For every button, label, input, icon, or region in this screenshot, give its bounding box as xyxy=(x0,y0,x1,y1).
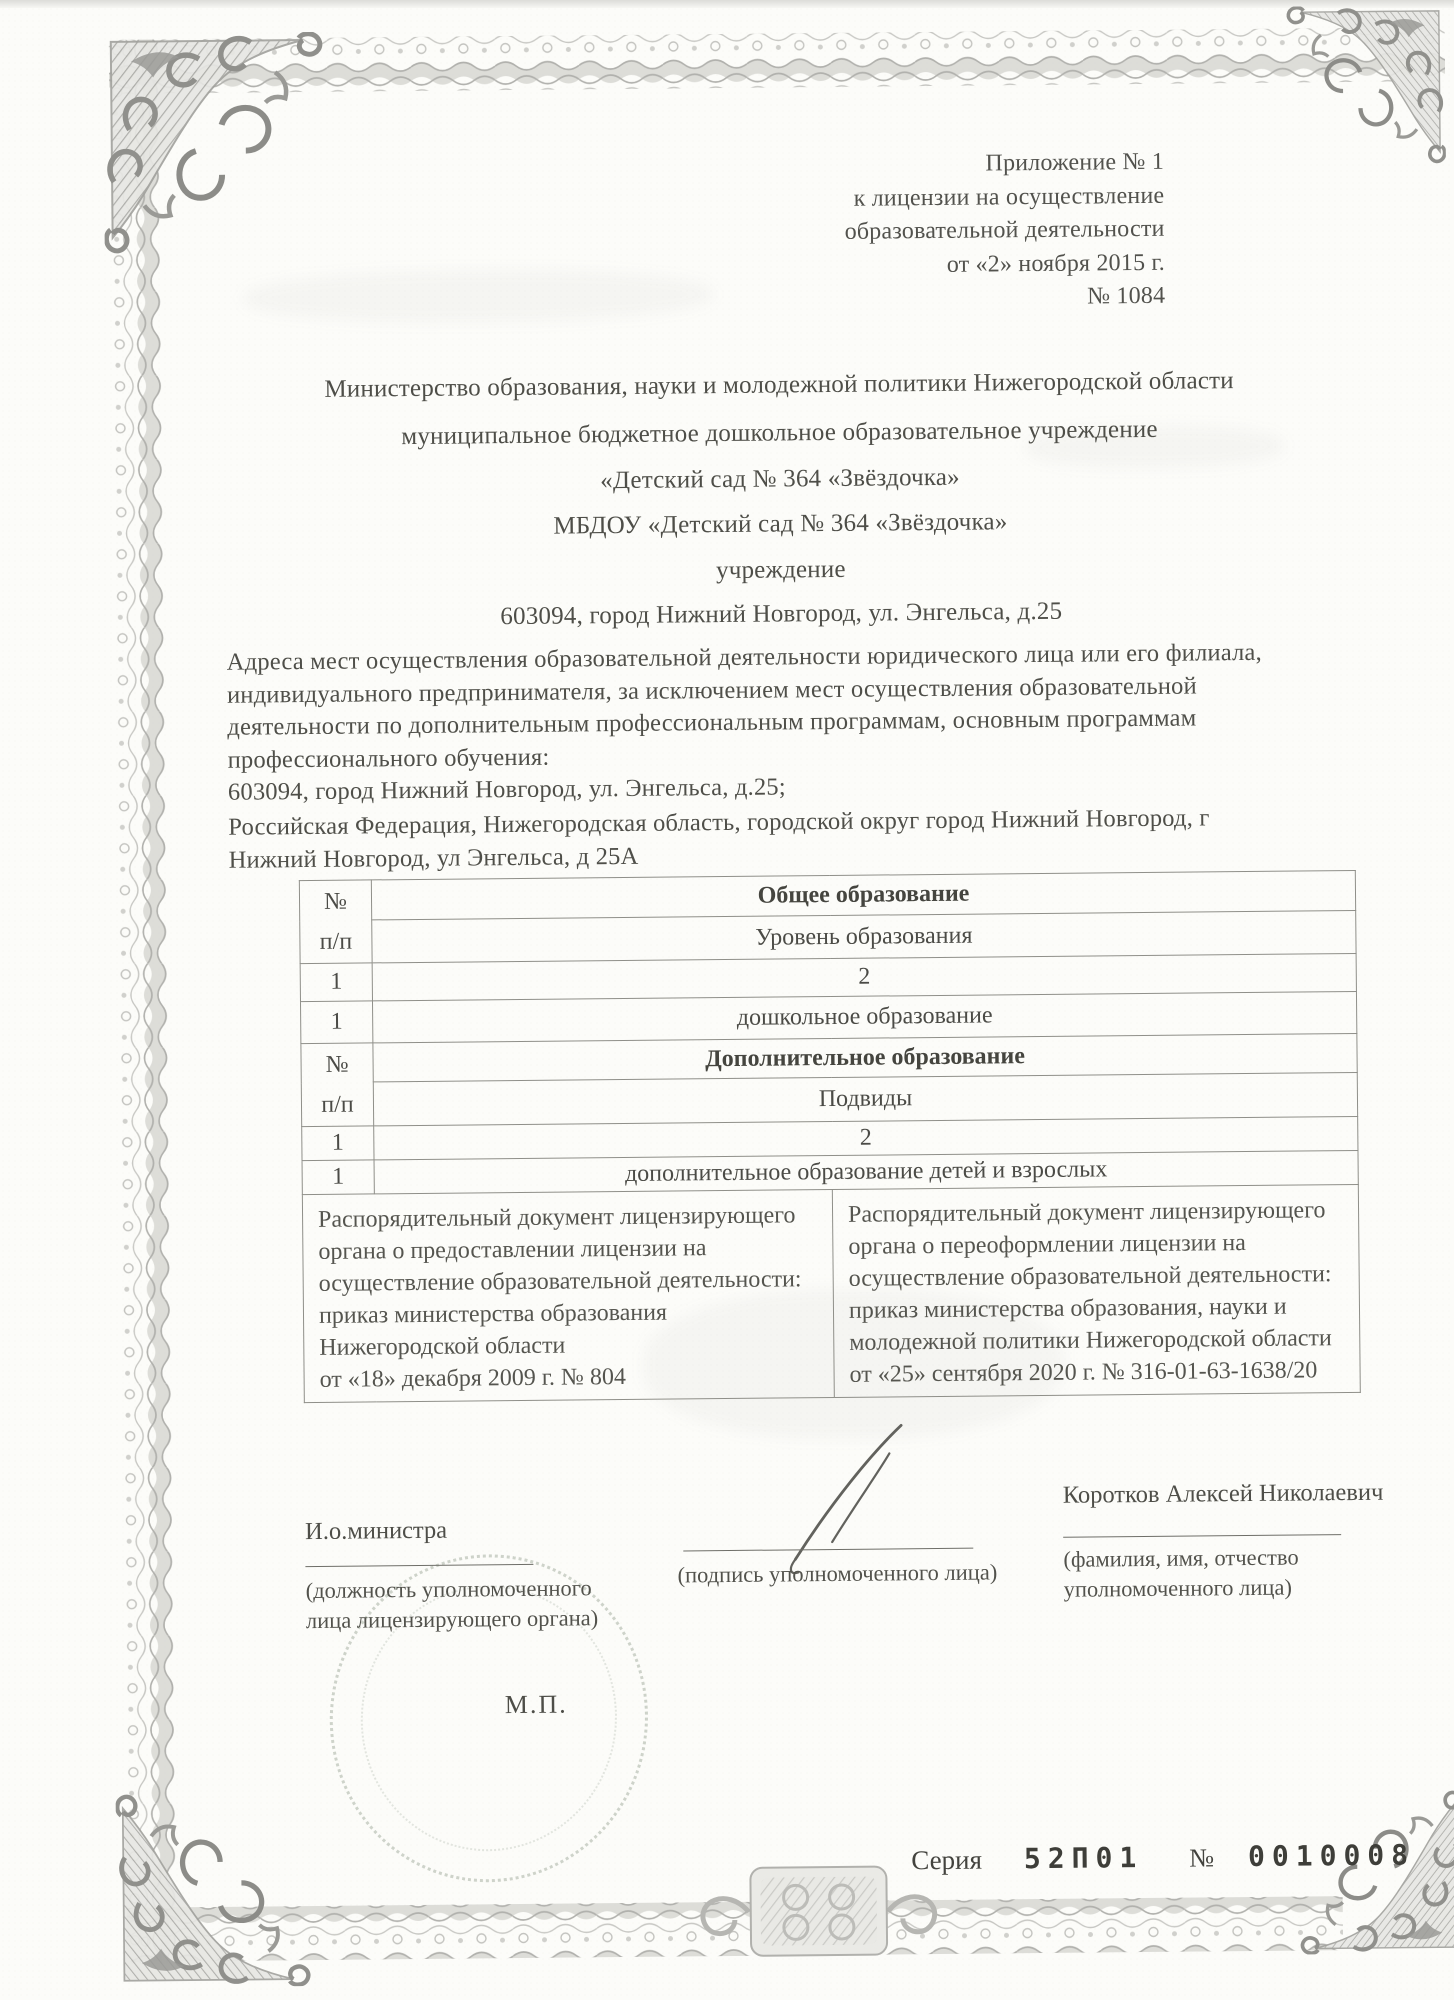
signature-stroke xyxy=(790,1425,903,1573)
series-block xyxy=(911,1838,1415,1876)
general-col-number-2: 2 xyxy=(372,953,1356,1000)
border-strip-left xyxy=(109,39,181,1963)
license-number: № 1084 xyxy=(1087,282,1166,310)
order-document-granting: Распорядительный документ лицензирующего органа о предоставлении лицензии на осуществление образовательной деятельности: приказ министерства образования Нижегородской области от «18» декабря 2009 г. № 804 xyxy=(302,1189,834,1402)
signature-caption: (подпись уполномоченного лица) xyxy=(677,1559,998,1588)
additional-education-header: Дополнительное образование xyxy=(373,1033,1357,1082)
general-education-header: Общее образование xyxy=(371,870,1355,920)
appendix-line: к лицензии на осуществление xyxy=(853,182,1165,212)
org-kind: учреждение xyxy=(715,555,846,585)
name-caption: (фамилия, имя, отчество уполномоченного лица) xyxy=(1063,1544,1299,1602)
additional-row-number: 1 xyxy=(302,1160,374,1195)
order-document-reissue: Распорядительный документ лицензирующего органа о переоформлении лицензии на осуществление образовательной деятельности: приказ министерства образования, науки и молодежной политики Нижегородской области от «25» сентября 2020 г. № 316-01-63-1638/20 xyxy=(832,1184,1360,1397)
seal-place-mark: М.П. xyxy=(504,1689,568,1720)
col-no-header-2: № п/п xyxy=(301,1043,374,1127)
border-strip-top xyxy=(109,27,1445,94)
org-short-name: МБДОУ «Детский сад № 364 «Звёздочка» xyxy=(553,508,1008,540)
appendix-number: Приложение № 1 xyxy=(985,148,1165,177)
border-strip-bottom xyxy=(127,1896,1343,1962)
number-sign: № xyxy=(1189,1843,1215,1873)
addresses-intro: Адреса мест осуществления образовательной деятельности юридического лица или его филиала, индивидуального предпринимателя, за исключением мест осуществления образовательной деятельности по дополнительным профессиональным программам, основным программам профессионального обучения: xyxy=(226,638,1262,774)
address-line-1: 603094, город Нижний Новгород, ул. Энгельса, д.25; xyxy=(227,773,786,806)
additional-row-value: дополнительное образование детей и взрослых xyxy=(374,1150,1358,1193)
general-col-number: 1 xyxy=(300,963,372,1002)
appendix-line: образовательной деятельности xyxy=(844,215,1165,245)
additional-col-number-2: 2 xyxy=(374,1116,1358,1159)
signer-name: Коротков Алексей Николаевич xyxy=(1062,1478,1384,1509)
org-address: 603094, город Нижний Новгород, ул. Энгельса, д.25 xyxy=(500,597,1063,631)
series-label: Серия xyxy=(911,1844,983,1876)
position-caption: (должность уполномоченного лица лицензирующего органа) xyxy=(305,1575,599,1634)
form-number: 0010008 xyxy=(1247,1838,1416,1874)
signer-position: И.о.министра xyxy=(304,1516,448,1546)
license-table xyxy=(299,870,1361,1403)
org-name: «Детский сад № 364 «Звёздочка» xyxy=(600,463,960,495)
general-row-value: дошкольное образование xyxy=(372,991,1356,1042)
appendix-header xyxy=(844,146,1166,317)
col-no-header: № п/п xyxy=(299,880,372,964)
education-level-header: Уровень образования xyxy=(372,911,1356,963)
license-date: от «2» ноября 2015 г. xyxy=(946,249,1166,278)
org-type: муниципальное бюджетное дошкольное образовательное учреждение xyxy=(401,415,1158,451)
additional-col-number: 1 xyxy=(302,1126,374,1161)
series-value: 52П01 xyxy=(1023,1841,1144,1876)
general-row-number: 1 xyxy=(300,1001,372,1044)
address-line-2: Российская Федерация, Нижегородская область, городской округ город Нижний Новгород, г Нижний Новгород, ул Энгельса, д 25А xyxy=(228,804,1210,874)
ministry-name: Министерство образования, науки и молодежной политики Нижегородской области xyxy=(324,367,1234,403)
subtypes-header: Подвиды xyxy=(373,1073,1357,1126)
